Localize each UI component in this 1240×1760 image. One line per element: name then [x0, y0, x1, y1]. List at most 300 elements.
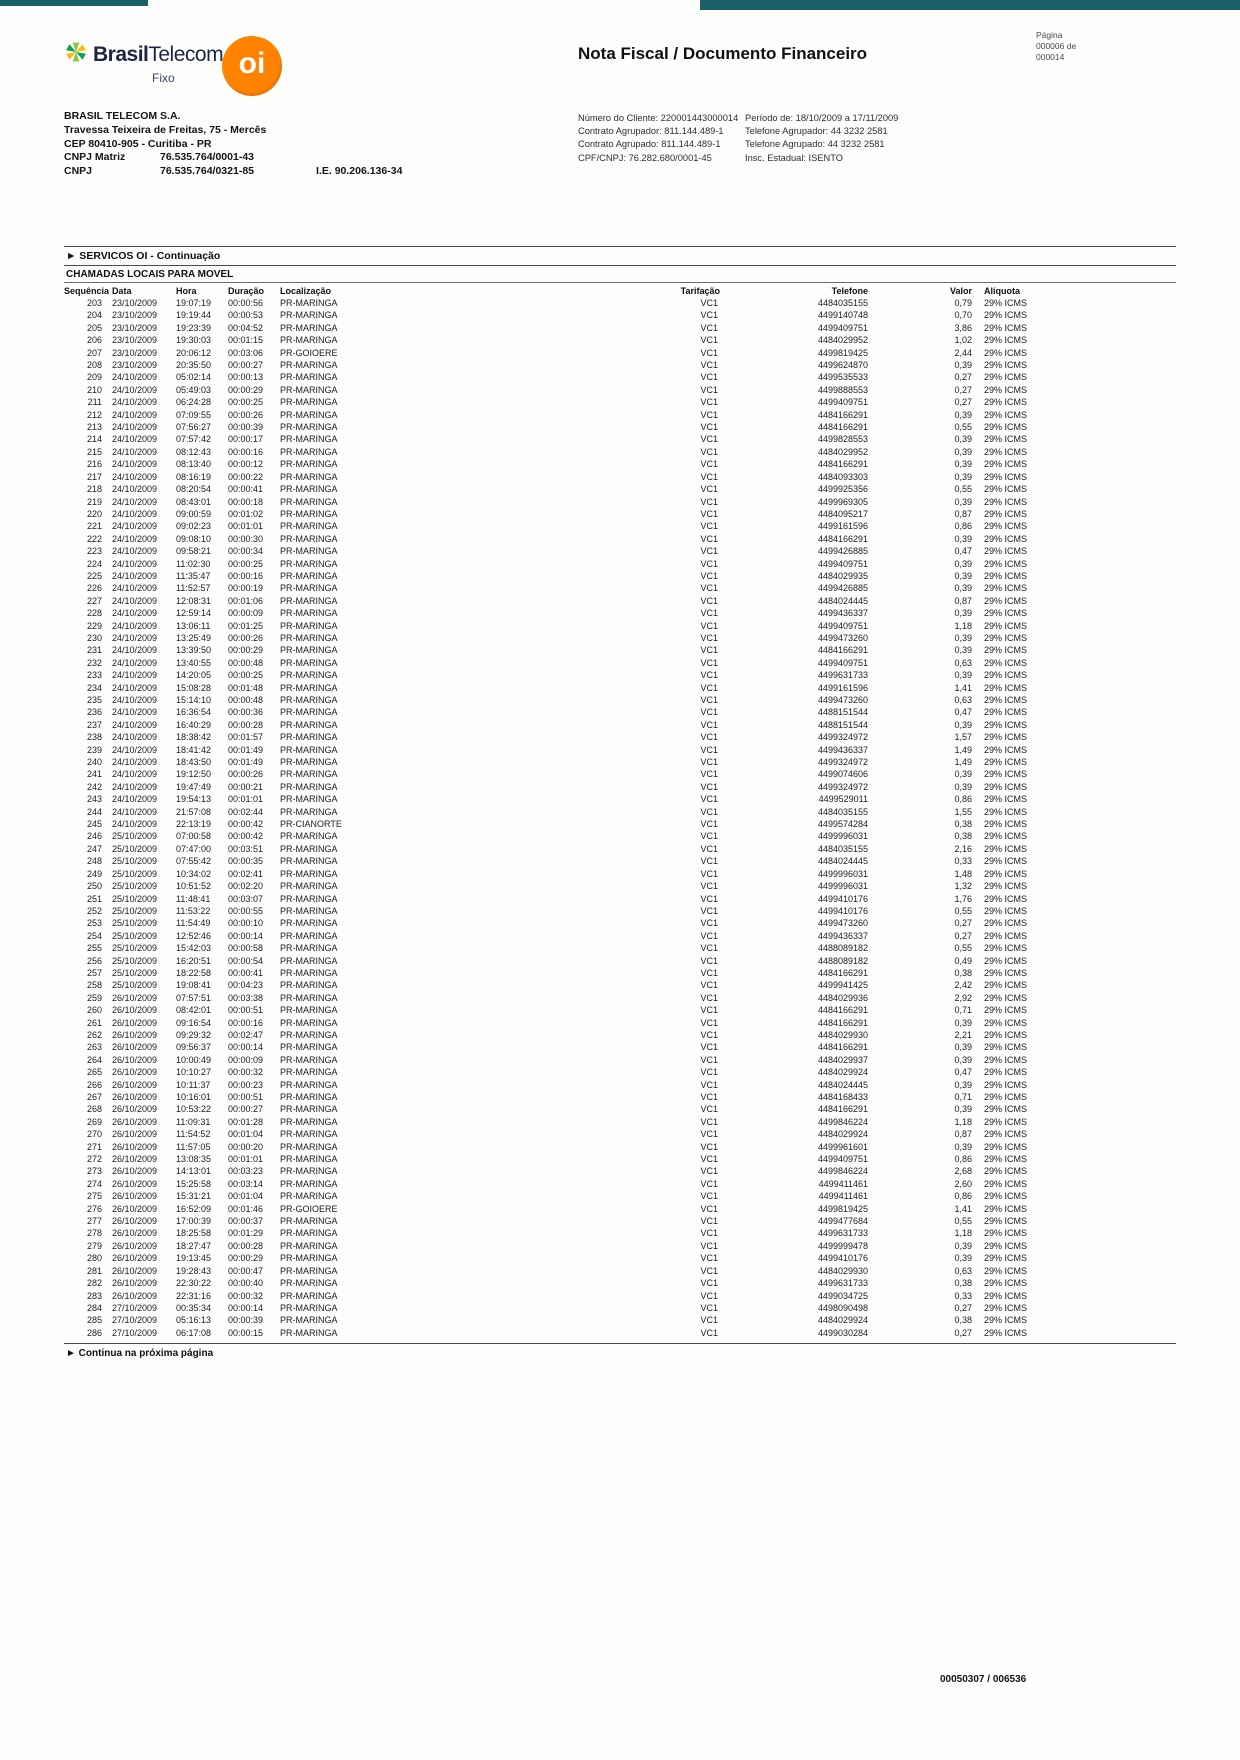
table-cell: VC1 — [700, 732, 718, 743]
table-row — [64, 818, 1034, 830]
client-info-line: CPF/CNPJ: 76.282.680/0001-45 — [578, 152, 712, 163]
table-cell: 00:00:15 — [228, 1327, 264, 1338]
table-row — [64, 1041, 1034, 1053]
table-cell: 24/10/2009 — [112, 806, 158, 817]
table-cell: 29% ICMS — [984, 769, 1028, 780]
table-cell: 00:00:58 — [228, 943, 264, 954]
table-row — [64, 843, 1034, 855]
table-cell: 0,27 — [954, 372, 972, 383]
table-cell: 0,39 — [954, 409, 972, 420]
table-cell: 4484029952 — [817, 335, 868, 346]
table-cell: VC1 — [700, 459, 718, 470]
table-cell: PR-MARINGA — [280, 707, 338, 718]
table-cell: 29% ICMS — [984, 1302, 1028, 1313]
table-row — [64, 533, 1034, 545]
table-cell: 264 — [86, 1054, 102, 1065]
table-cell: 09:08:10 — [176, 533, 212, 544]
table-cell: 29% ICMS — [984, 955, 1028, 966]
table-cell: VC1 — [700, 1240, 718, 1251]
table-cell: 00:00:26 — [228, 409, 264, 420]
table-cell: 23/10/2009 — [112, 298, 158, 308]
table-cell: 24/10/2009 — [112, 496, 158, 507]
table-cell: 29% ICMS — [984, 918, 1028, 929]
table-cell: 18:25:58 — [176, 1228, 212, 1239]
table-cell: 4499161596 — [817, 521, 868, 532]
table-cell: 00:01:01 — [228, 521, 264, 532]
table-cell: 08:12:43 — [176, 446, 212, 457]
table-cell: 0,55 — [954, 1216, 972, 1227]
table-cell: 4484024445 — [817, 856, 868, 867]
table-cell: 226 — [86, 583, 102, 594]
table-cell: 236 — [86, 707, 102, 718]
table-cell: 0,47 — [954, 546, 972, 557]
table-cell: PR-MARINGA — [280, 831, 338, 842]
table-cell: PR-MARINGA — [280, 508, 338, 519]
table-cell: 29% ICMS — [984, 670, 1028, 681]
table-cell: PR-MARINGA — [280, 794, 338, 805]
table-cell: 227 — [86, 595, 102, 606]
table-cell: 22:31:16 — [176, 1290, 212, 1301]
table-cell: 19:23:39 — [176, 322, 212, 333]
table-cell: 0,27 — [954, 1327, 972, 1338]
table-cell: 4499074606 — [817, 769, 868, 780]
table-cell: 255 — [86, 943, 102, 954]
table-cell: VC1 — [700, 1315, 718, 1326]
table-cell: 23/10/2009 — [112, 322, 158, 333]
table-cell: 24/10/2009 — [112, 459, 158, 470]
table-cell: 25/10/2009 — [112, 881, 158, 892]
table-cell: 246 — [86, 831, 102, 842]
table-cell: 00:00:26 — [228, 632, 264, 643]
table-cell: 29% ICMS — [984, 1290, 1028, 1301]
table-cell: PR-MARINGA — [280, 1278, 338, 1289]
table-cell: 24/10/2009 — [112, 409, 158, 420]
table-cell: 29% ICMS — [984, 1240, 1028, 1251]
table-cell: PR-MARINGA — [280, 397, 338, 408]
table-cell: 265 — [86, 1067, 102, 1078]
table-cell: 4499961601 — [817, 1141, 868, 1152]
oi-logo-text: oi — [238, 47, 266, 80]
oi-logo — [222, 36, 282, 96]
table-cell: PR-MARINGA — [280, 1265, 338, 1276]
table-cell: PR-MARINGA — [280, 1104, 338, 1115]
table-cell: 00:00:16 — [228, 446, 264, 457]
table-row — [64, 1153, 1034, 1165]
table-cell: 07:00:58 — [176, 831, 212, 842]
table-cell: 29% ICMS — [984, 806, 1028, 817]
table-cell: 207 — [86, 347, 102, 358]
table-cell: 29% ICMS — [984, 546, 1028, 557]
table-cell: 0,79 — [954, 298, 972, 308]
table-cell: 259 — [86, 992, 102, 1003]
table-cell: VC1 — [700, 434, 718, 445]
table-cell: 1,32 — [954, 881, 972, 892]
table-cell: 00:01:01 — [228, 1154, 264, 1165]
table-cell: PR-MARINGA — [280, 1029, 338, 1040]
table-cell: PR-MARINGA — [280, 1005, 338, 1016]
table-cell: 0,70 — [954, 310, 972, 321]
brasil-telecom-star-icon — [64, 40, 88, 69]
table-row — [64, 1054, 1034, 1066]
table-cell: 251 — [86, 893, 102, 904]
table-cell: 21:57:08 — [176, 806, 212, 817]
table-cell: 16:20:51 — [176, 955, 212, 966]
table-cell: 0,86 — [954, 1154, 972, 1165]
table-cell: 00:01:04 — [228, 1191, 264, 1202]
table-cell: 29% ICMS — [984, 1253, 1028, 1264]
table-cell: PR-MARINGA — [280, 781, 338, 792]
table-cell: VC1 — [700, 496, 718, 507]
table-cell: 4499473260 — [817, 632, 868, 643]
table-cell: PR-GOIOERE — [280, 347, 338, 358]
table-cell: VC1 — [700, 819, 718, 830]
table-cell: PR-MARINGA — [280, 1228, 338, 1239]
table-cell: 24/10/2009 — [112, 620, 158, 631]
subsection-title: CHAMADAS LOCAIS PARA MOVEL — [64, 266, 1176, 283]
table-cell: 1,41 — [954, 1203, 972, 1214]
table-cell: VC1 — [700, 1191, 718, 1202]
table-cell: VC1 — [700, 943, 718, 954]
table-cell: PR-MARINGA — [280, 434, 338, 445]
table-cell: 26/10/2009 — [112, 1029, 158, 1040]
table-cell: 0,47 — [954, 707, 972, 718]
column-header: Localização — [280, 286, 332, 296]
table-cell: 4499828553 — [817, 434, 868, 445]
table-cell: 13:08:35 — [176, 1154, 212, 1165]
table-cell: 233 — [86, 670, 102, 681]
invoice-body — [64, 246, 1176, 1363]
table-cell: PR-MARINGA — [280, 1253, 338, 1264]
table-cell: 26/10/2009 — [112, 1265, 158, 1276]
table-cell: VC1 — [700, 1166, 718, 1177]
table-cell: 29% ICMS — [984, 1203, 1028, 1214]
table-cell: 00:00:26 — [228, 769, 264, 780]
table-cell: 00:03:14 — [228, 1178, 264, 1189]
table-cell: 24/10/2009 — [112, 521, 158, 532]
table-cell: VC1 — [700, 1129, 718, 1140]
table-cell: 00:00:29 — [228, 384, 264, 395]
table-cell: VC1 — [700, 1141, 718, 1152]
table-cell: 0,39 — [954, 558, 972, 569]
table-cell: 0,39 — [954, 570, 972, 581]
table-cell: 10:51:52 — [176, 881, 212, 892]
table-cell: PR-MARINGA — [280, 645, 338, 656]
table-cell: 25/10/2009 — [112, 893, 158, 904]
table-cell: 4484029952 — [817, 446, 868, 457]
table-cell: 11:09:31 — [176, 1116, 211, 1127]
table-cell: 239 — [86, 744, 102, 755]
table-cell: VC1 — [700, 831, 718, 842]
table-row — [64, 669, 1034, 681]
table-cell: 00:00:35 — [228, 856, 264, 867]
table-cell: 00:00:12 — [228, 459, 264, 470]
table-cell: 16:36:54 — [176, 707, 212, 718]
table-cell: PR-MARINGA — [280, 670, 338, 681]
table-cell: 26/10/2009 — [112, 1141, 158, 1152]
table-cell: 00:01:15 — [228, 335, 264, 346]
table-cell: 204 — [86, 310, 102, 321]
table-row — [64, 1277, 1034, 1289]
table-cell: 4499411461 — [818, 1191, 868, 1202]
table-cell: 16:52:09 — [176, 1203, 212, 1214]
table-cell: 29% ICMS — [984, 695, 1028, 705]
table-cell: 0,39 — [954, 769, 972, 780]
table-cell: 00:00:41 — [228, 967, 264, 978]
table-cell: PR-MARINGA — [280, 757, 338, 768]
client-info-line: Contrato Agrupado: 811.144.489-1 — [578, 139, 721, 150]
table-cell: VC1 — [700, 595, 718, 606]
table-cell: 15:42:03 — [176, 943, 212, 954]
table-cell: 0,39 — [954, 1079, 972, 1090]
table-cell: 4488089182 — [817, 943, 868, 954]
table-cell: 18:27:47 — [176, 1240, 212, 1251]
table-row — [64, 644, 1034, 656]
table-cell: 0,63 — [954, 695, 972, 705]
table-cell: 00:00:27 — [228, 360, 264, 371]
table-cell: 0,55 — [954, 943, 972, 954]
table-cell: 29% ICMS — [984, 992, 1028, 1003]
table-cell: 4499140748 — [817, 310, 868, 321]
table-cell: 00:00:39 — [228, 422, 264, 433]
table-cell: 23/10/2009 — [112, 310, 158, 321]
table-cell: 22:13:19 — [176, 819, 212, 830]
table-cell: 29% ICMS — [984, 558, 1028, 569]
table-cell: 4499409751 — [817, 1154, 868, 1165]
table-row — [64, 806, 1034, 818]
table-cell: 0,33 — [954, 1290, 972, 1301]
table-cell: PR-MARINGA — [280, 1166, 338, 1177]
table-cell: 00:04:52 — [228, 322, 264, 333]
table-cell: 24/10/2009 — [112, 595, 158, 606]
table-row — [64, 545, 1034, 557]
table-cell: 25/10/2009 — [112, 868, 158, 879]
table-cell: 20:06:12 — [176, 347, 212, 358]
table-cell: 0,87 — [954, 508, 972, 519]
table-row — [64, 483, 1034, 495]
table-cell: 13:25:49 — [176, 632, 212, 643]
table-cell: 0,39 — [954, 1054, 972, 1065]
table-cell: 29% ICMS — [984, 347, 1028, 358]
table-row — [64, 917, 1034, 929]
table-cell: 4484166291 — [817, 533, 868, 544]
table-cell: 0,38 — [954, 819, 972, 830]
company-name: BRASIL TELECOM S.A. — [64, 110, 181, 122]
table-cell: 26/10/2009 — [112, 1278, 158, 1289]
table-cell: 4499996031 — [817, 831, 868, 842]
table-cell: 24/10/2009 — [112, 397, 158, 408]
table-cell: 4499409751 — [817, 397, 868, 408]
table-cell: 22:30:22 — [176, 1278, 212, 1289]
table-cell: PR-MARINGA — [280, 732, 338, 743]
table-cell: 267 — [86, 1092, 102, 1102]
table-row — [64, 1116, 1034, 1128]
table-cell: 29% ICMS — [984, 1054, 1028, 1065]
table-cell: 258 — [86, 980, 102, 991]
table-cell: 0,39 — [954, 1104, 972, 1115]
table-cell: 1,18 — [954, 620, 972, 631]
column-header: Telefone — [831, 286, 868, 296]
table-cell: 00:03:06 — [228, 347, 264, 358]
table-cell: 00:00:14 — [228, 930, 264, 941]
table-cell: VC1 — [700, 360, 718, 371]
column-header: Data — [112, 286, 132, 296]
table-cell: PR-MARINGA — [280, 1178, 338, 1189]
table-row — [64, 868, 1034, 880]
table-row — [64, 1302, 1034, 1314]
table-cell: PR-MARINGA — [280, 608, 338, 619]
table-cell: 08:43:01 — [176, 496, 212, 507]
table-cell: 242 — [86, 781, 102, 792]
table-cell: 249 — [86, 868, 102, 879]
table-row — [64, 1252, 1034, 1264]
table-cell: 4499819425 — [817, 347, 868, 358]
section-title: ► SERVICOS OI - Continuação — [64, 246, 1176, 266]
table-cell: 4499410176 — [817, 905, 868, 916]
ie-value: I.E. 90.206.136-34 — [316, 165, 403, 178]
table-cell: 4484093303 — [817, 471, 868, 482]
table-cell: PR-MARINGA — [280, 1079, 338, 1090]
table-cell: 15:08:28 — [176, 682, 212, 693]
table-row — [64, 706, 1034, 718]
table-cell: PR-MARINGA — [280, 558, 338, 569]
table-cell: 0,55 — [954, 484, 972, 495]
table-cell: 29% ICMS — [984, 360, 1028, 371]
table-cell: 26/10/2009 — [112, 1017, 158, 1028]
table-cell: 24/10/2009 — [112, 757, 158, 768]
table-cell: 29% ICMS — [984, 1327, 1028, 1338]
table-cell: PR-MARINGA — [280, 1092, 338, 1102]
table-cell: 1,57 — [954, 732, 972, 743]
table-cell: 00:00:14 — [228, 1042, 264, 1053]
table-cell: VC1 — [700, 967, 718, 978]
table-cell: PR-MARINGA — [280, 868, 338, 879]
table-cell: 07:55:42 — [176, 856, 212, 867]
table-row — [64, 768, 1034, 780]
table-cell: 4484029924 — [817, 1129, 868, 1140]
table-cell: VC1 — [700, 905, 718, 916]
table-cell: 00:01:01 — [228, 794, 264, 805]
table-cell: VC1 — [700, 1290, 718, 1301]
table-cell: 10:34:02 — [176, 868, 212, 879]
table-cell: 11:35:47 — [176, 570, 211, 581]
table-cell: VC1 — [700, 1017, 718, 1028]
table-cell: 274 — [86, 1178, 102, 1189]
page-total: 000014 — [1036, 52, 1065, 62]
table-cell: 09:29:32 — [176, 1029, 212, 1040]
table-cell: 273 — [86, 1166, 102, 1177]
table-cell: 257 — [86, 967, 102, 978]
table-cell: 18:22:58 — [176, 967, 212, 978]
table-cell: 270 — [86, 1129, 102, 1140]
table-cell: PR-MARINGA — [280, 620, 338, 631]
table-cell: 29% ICMS — [984, 980, 1028, 991]
table-cell: PR-MARINGA — [280, 570, 338, 581]
table-cell: 08:42:01 — [176, 1005, 212, 1016]
table-cell: VC1 — [700, 533, 718, 544]
table-cell: PR-MARINGA — [280, 546, 338, 557]
table-cell: 4499410176 — [817, 1253, 868, 1264]
table-cell: 27/10/2009 — [112, 1302, 158, 1313]
table-cell: 14:13:01 — [176, 1166, 212, 1177]
table-cell: VC1 — [700, 384, 718, 395]
table-cell: 29% ICMS — [984, 1154, 1028, 1165]
table-cell: 29% ICMS — [984, 508, 1028, 519]
table-cell: 12:08:31 — [176, 595, 212, 606]
table-cell: 4499941425 — [817, 980, 868, 991]
table-cell: PR-MARINGA — [280, 856, 338, 867]
table-cell: 29% ICMS — [984, 384, 1028, 395]
table-cell: 0,39 — [954, 459, 972, 470]
table-cell: VC1 — [700, 446, 718, 457]
table-cell: PR-CIANORTE — [280, 819, 342, 830]
table-cell: 228 — [86, 608, 102, 619]
table-cell: PR-MARINGA — [280, 1042, 338, 1053]
table-cell: 00:00:34 — [228, 546, 264, 557]
table-cell: 29% ICMS — [984, 608, 1028, 619]
table-row — [64, 930, 1034, 942]
table-cell: 19:54:13 — [176, 794, 212, 805]
table-cell: 4499631733 — [817, 1278, 868, 1289]
table-cell: 212 — [86, 409, 102, 420]
client-info-column-2 — [745, 112, 898, 165]
table-cell: VC1 — [700, 298, 718, 308]
table-cell: 29% ICMS — [984, 843, 1028, 854]
table-cell: 24/10/2009 — [112, 558, 158, 569]
table-cell: 229 — [86, 620, 102, 631]
table-cell: PR-MARINGA — [280, 372, 338, 383]
table-row — [64, 297, 1034, 309]
table-cell: PR-MARINGA — [280, 943, 338, 954]
table-cell: 15:14:10 — [176, 695, 212, 705]
table-cell: 00:00:18 — [228, 496, 264, 507]
table-cell: 0,39 — [954, 583, 972, 594]
table-cell: 00:01:48 — [228, 682, 264, 693]
table-cell: 0,39 — [954, 1240, 972, 1251]
table-cell: 276 — [86, 1203, 102, 1214]
table-cell: 29% ICMS — [984, 930, 1028, 941]
table-cell: 07:09:55 — [176, 409, 212, 420]
table-row — [64, 694, 1034, 706]
table-cell: 10:10:27 — [176, 1067, 212, 1078]
table-cell: 19:13:45 — [176, 1253, 212, 1264]
table-cell: 00:00:16 — [228, 570, 264, 581]
table-cell: 29% ICMS — [984, 794, 1028, 805]
table-cell: 26/10/2009 — [112, 1154, 158, 1165]
table-row — [64, 1066, 1034, 1078]
table-cell: 209 — [86, 372, 102, 383]
table-cell: 23/10/2009 — [112, 360, 158, 371]
table-cell: 0,39 — [954, 1042, 972, 1053]
column-header: Tarifação — [680, 286, 720, 296]
table-cell: 00:00:53 — [228, 310, 264, 321]
table-cell: PR-MARINGA — [280, 459, 338, 470]
table-cell: 221 — [86, 521, 102, 532]
company-address-line1: Travessa Teixeira de Freitas, 75 - Mercês — [64, 123, 267, 136]
table-cell: 4499426885 — [817, 583, 868, 594]
table-cell: 4499409751 — [817, 322, 868, 333]
table-cell: 29% ICMS — [984, 298, 1028, 308]
table-row — [64, 830, 1034, 842]
table-cell: 24/10/2009 — [112, 422, 158, 433]
table-cell: 00:00:13 — [228, 372, 264, 383]
cnpj-matriz-value: 76.535.764/0001-43 — [160, 151, 255, 164]
table-row — [64, 1215, 1034, 1227]
client-info-line: Período de: 18/10/2009 a 17/11/2009 — [745, 113, 899, 123]
table-cell: 00:02:44 — [228, 806, 264, 817]
table-cell: 24/10/2009 — [112, 446, 158, 457]
table-cell: 29% ICMS — [984, 856, 1028, 867]
table-cell: 2,68 — [954, 1166, 972, 1177]
